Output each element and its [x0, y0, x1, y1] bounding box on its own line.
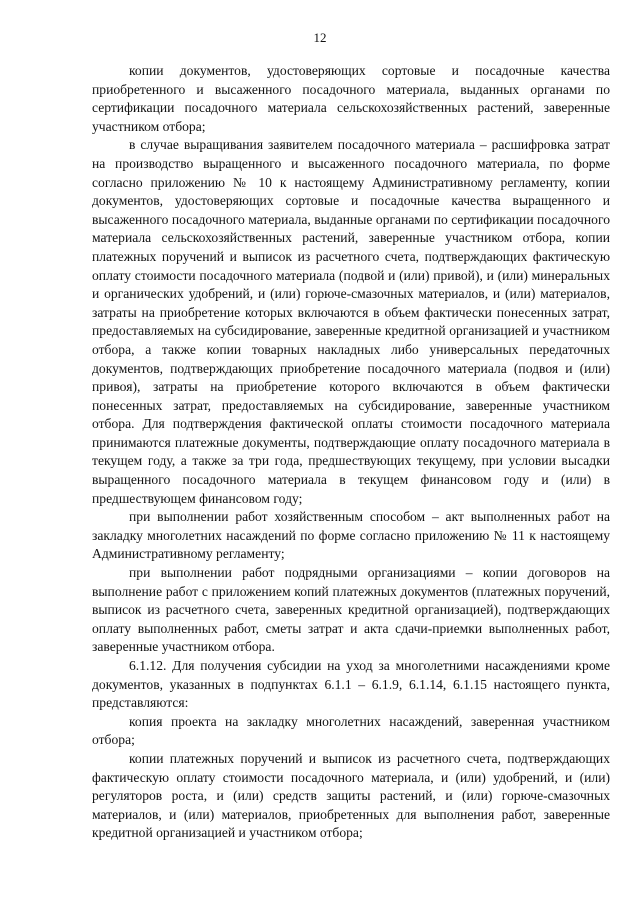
paragraph-grown-material-costs: в случае выращивания заявителем посадочного материала – расшифровка затрат на производство выращенного и высаженного посадочного материала, по форме согласно приложению № 10 к настоящему Административному регламенту, копии документов, удостоверяющих сортовые и посадочные качества выращенного и высаженного посадочного материала, выданные органами по сертификации посадочного материала сельскохозяйственных растений, заверенные участником отбора, копии платежных поручений и выписок из расчетного счета, подтверждающих фактическую оплату стоимости посадочного материала (подвой и (или) привой), и (или) минеральных и органических удобрений, и (или) горюче-смазочных материалов, и (или) материалов, затраты на приобретение которых включаются в объем фактически понесенных затрат, предоставляемых на субсидирование, заверенные кредитной организацией и участником отбора, а также копии товарных накладных либо универсальных передаточных документов, подтверждающих приобретение посадочного материала (подвоя и (или) привоя), затраты на приобретение которого включаются в объем фактически понесенных затрат, предоставляемых на субсидирование, заверенные участником отбора. Для подтверждения фактической оплаты стоимости посадочного материала принимаются платежные документы, подтверждающие оплату посадочного материала в текущем году, а также за три года, предшествующих текущему, при условии высадки выращенного посадочного материала в текущем финансовом году и (или) в предшествующем финансовом году; [92, 137, 610, 506]
page-number: 12 [313, 30, 327, 45]
paragraph-payment-orders: копии платежных поручений и выписок из расчетного счета, подтверждающих фактическую оплату стоимости посадочного материала, и (или) удобрений, и (или) регуляторов роста, и (или) средств защиты растений, и (или) горюче-смазочных материалов, и (или) материалов, приобретенных для выполнения работ, заверенные кредитной организацией и участником отбора; [92, 750, 610, 841]
paragraph-project-copy: копия проекта на закладку многолетних насаждений, заверенная участником отбора; [92, 713, 610, 748]
document-body [92, 62, 610, 843]
paragraph-own-works-act: при выполнении работ хозяйственным способом – акт выполненных работ на закладку многолетних насаждений по форме согласно приложению № 11 к настоящему Административному регламенту; [92, 509, 610, 562]
paragraph-certification-copies: копии документов, удостоверяющих сортовые и посадочные качества приобретенного и высаженного посадочного материала, выданных органами по сертификации посадочного материала сельскохозяйственных растений, заверенные участником отбора; [92, 63, 610, 134]
paragraph-6-1-12-heading: 6.1.12. Для получения субсидии на уход за многолетними насаждениями кроме документов, указанных в подпунктах 6.1.1 – 6.1.9, 6.1.14, 6.1.15 настоящего пункта, представляются: [92, 658, 610, 711]
paragraph-contractor-works: при выполнении работ подрядными организациями – копии договоров на выполнение работ с приложением копий платежных документов (платежных поручений, выписок из расчетного счета, заверенных кредитной организацией), подтверждающих оплату выполненных работ, сметы затрат и акта сдачи-приемки выполненных работ, заверенные участником отбора. [92, 565, 610, 655]
